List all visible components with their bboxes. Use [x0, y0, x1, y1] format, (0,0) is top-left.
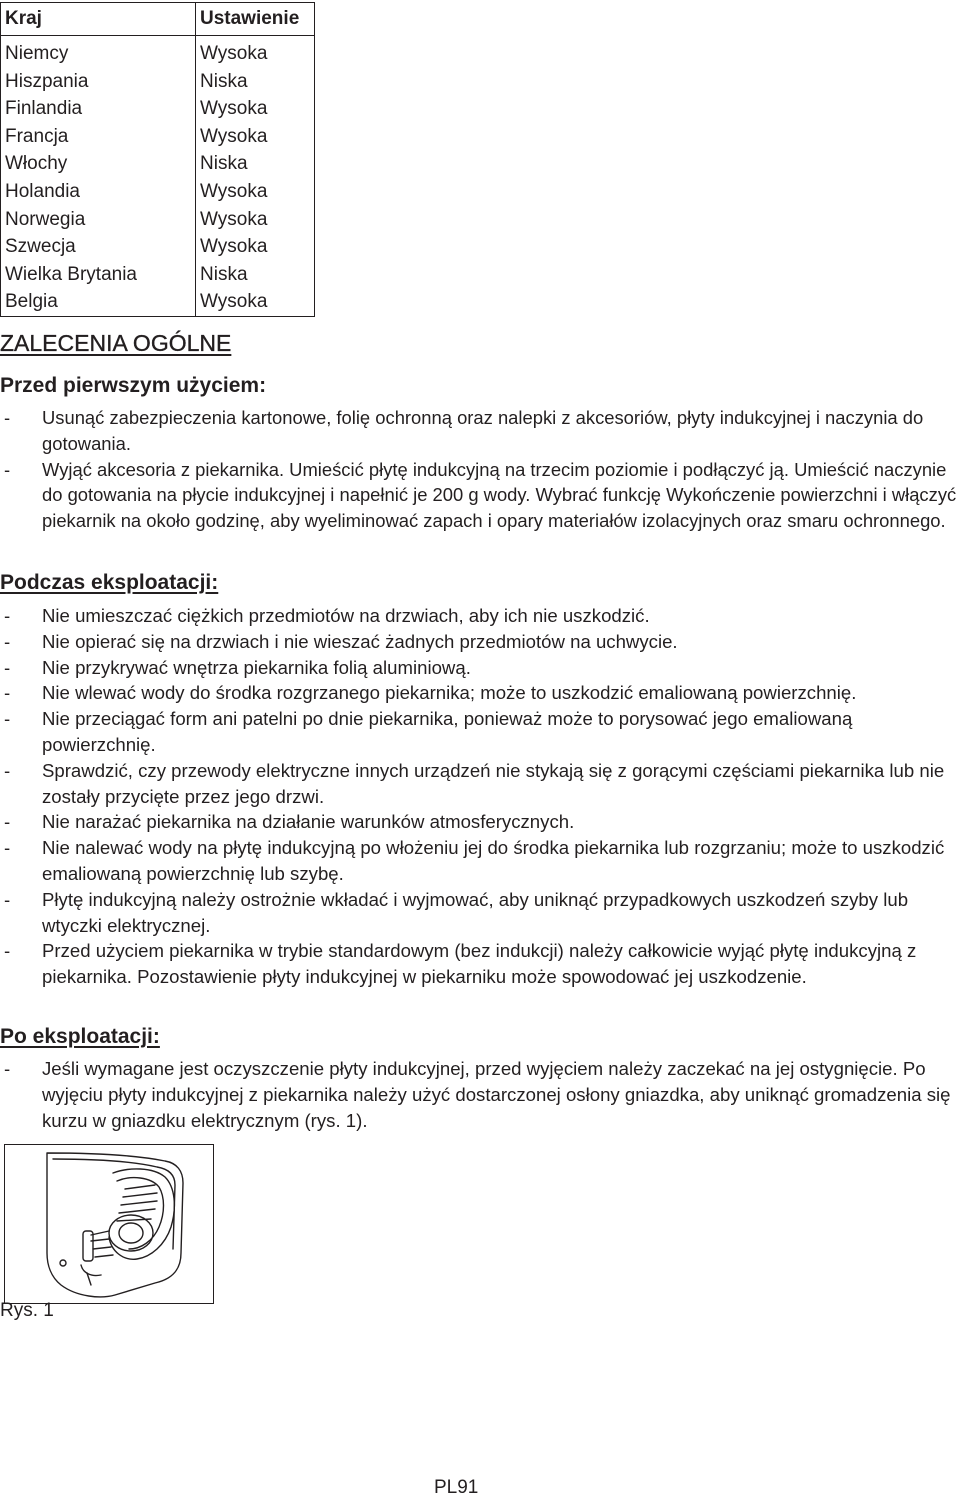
table-row [1, 150, 315, 178]
list-item: - Nie nalewać wody na płytę indukcyjną po włożeniu jej do środka piekarnika lub rozgrzaniu; może to uszkodzić emaliowaną powierzchnię lub szybę. [0, 835, 958, 887]
before-first-use-list [0, 405, 958, 534]
country-cell: Wielka Brytania [1, 261, 196, 289]
country-cell: Szwecja [1, 233, 196, 261]
setting-cell: Wysoka [196, 95, 315, 123]
list-item: - Nie wlewać wody do środka rozgrzanego piekarnika; może to uszkodzić emaliowaną powierzchnię. [0, 680, 958, 706]
list-item: - Wyjąć akcesoria z piekarnika. Umieścić płytę indukcyjną na trzecim poziomie i podłączyć ją. Umieścić naczynie do gotowania na płycie indukcyjnej i napełnić je 200 g wody. Wybrać funkcję Wykończenie powierzchni i włączyć piekarnik na około godzinę, aby wyeliminować zapach i opary materiałów izolacyjnych oraz smaru ochronnego. [0, 457, 958, 534]
figure-caption: Rys. 1 [0, 1300, 54, 1321]
setting-cell: Wysoka [196, 206, 315, 234]
after-use-heading: Po eksploatacji: [0, 1025, 160, 1048]
setting-cell: Wysoka [196, 288, 315, 316]
country-settings-table [0, 2, 315, 317]
table-row [1, 123, 315, 151]
setting-cell: Niska [196, 68, 315, 96]
country-cell: Włochy [1, 150, 196, 178]
list-item: - Jeśli wymagane jest oczyszczenie płyty indukcyjnej, przed wyjęciem należy zaczekać na jej ostygnięcie. Po wyjęciu płyty indukcyjnej z piekarnika należy użyć dostarczonej osłony gniazdka, aby uniknąć gromadzenia się kurzu w gniazdku elektrycznym (rys. 1). [0, 1056, 958, 1133]
table-row [1, 68, 315, 96]
list-item: - Nie umieszczać ciężkich przedmiotów na drzwiach, aby ich nie uszkodzić. [0, 603, 958, 629]
list-item: - Nie narażać piekarnika na działanie warunków atmosferycznych. [0, 809, 958, 835]
table-header-row [1, 3, 315, 36]
setting-cell: Wysoka [196, 233, 315, 261]
setting-cell: Wysoka [196, 123, 315, 151]
socket-cover-illustration [5, 1145, 213, 1303]
country-cell: Finlandia [1, 95, 196, 123]
table-row [1, 95, 315, 123]
column-header-country: Kraj [1, 3, 196, 36]
after-use-list [0, 1056, 958, 1133]
figure-socket-cover [4, 1144, 214, 1304]
list-item: - Usunąć zabezpieczenia kartonowe, folię ochronną oraz nalepki z akcesoriów, płyty indukcyjnej i naczynia do gotowania. [0, 405, 958, 457]
table-row [1, 36, 315, 68]
country-cell: Hiszpania [1, 68, 196, 96]
list-item: - Przed użyciem piekarnika w trybie standardowym (bez indukcji) należy całkowicie wyjąć płytę indukcyjną z piekarnika. Pozostawienie płyty indukcyjnej w piekarniku może spowodować jej uszkodzenie. [0, 938, 958, 990]
list-item: - Nie opierać się na drzwiach i nie wieszać żadnych przedmiotów na uchwycie. [0, 629, 958, 655]
list-item: - Sprawdzić, czy przewody elektryczne innych urządzeń nie stykają się z gorącymi częściami piekarnika lub nie zostały przycięte przez jego drzwi. [0, 758, 958, 810]
list-item: - Nie przykrywać wnętrza piekarnika folią aluminiową. [0, 655, 958, 681]
setting-cell: Niska [196, 150, 315, 178]
country-cell: Francja [1, 123, 196, 151]
column-header-setting: Ustawienie [196, 3, 315, 36]
table-row [1, 288, 315, 316]
country-cell: Niemcy [1, 36, 196, 68]
table-row [1, 261, 315, 289]
country-cell: Holandia [1, 178, 196, 206]
before-first-use-heading: Przed pierwszym użyciem: [0, 374, 267, 397]
during-use-heading: Podczas eksploatacji: [0, 571, 219, 594]
setting-cell: Niska [196, 261, 315, 289]
page-number: PL91 [434, 1477, 479, 1498]
table-row [1, 206, 315, 234]
country-cell: Norwegia [1, 206, 196, 234]
setting-cell: Wysoka [196, 36, 315, 68]
table-row [1, 178, 315, 206]
during-use-list [0, 603, 958, 990]
list-item: - Nie przeciągać form ani patelni po dnie piekarnika, ponieważ może to porysować jego emaliowaną powierzchnię. [0, 706, 958, 758]
section-title: ZALECENIA OGÓLNE [0, 330, 232, 356]
setting-cell: Wysoka [196, 178, 315, 206]
list-item: - Płytę indukcyjną należy ostrożnie wkładać i wyjmować, aby uniknąć przypadkowych uszkodzeń szyby lub wtyczki elektrycznej. [0, 887, 958, 939]
table-row [1, 233, 315, 261]
country-cell: Belgia [1, 288, 196, 316]
